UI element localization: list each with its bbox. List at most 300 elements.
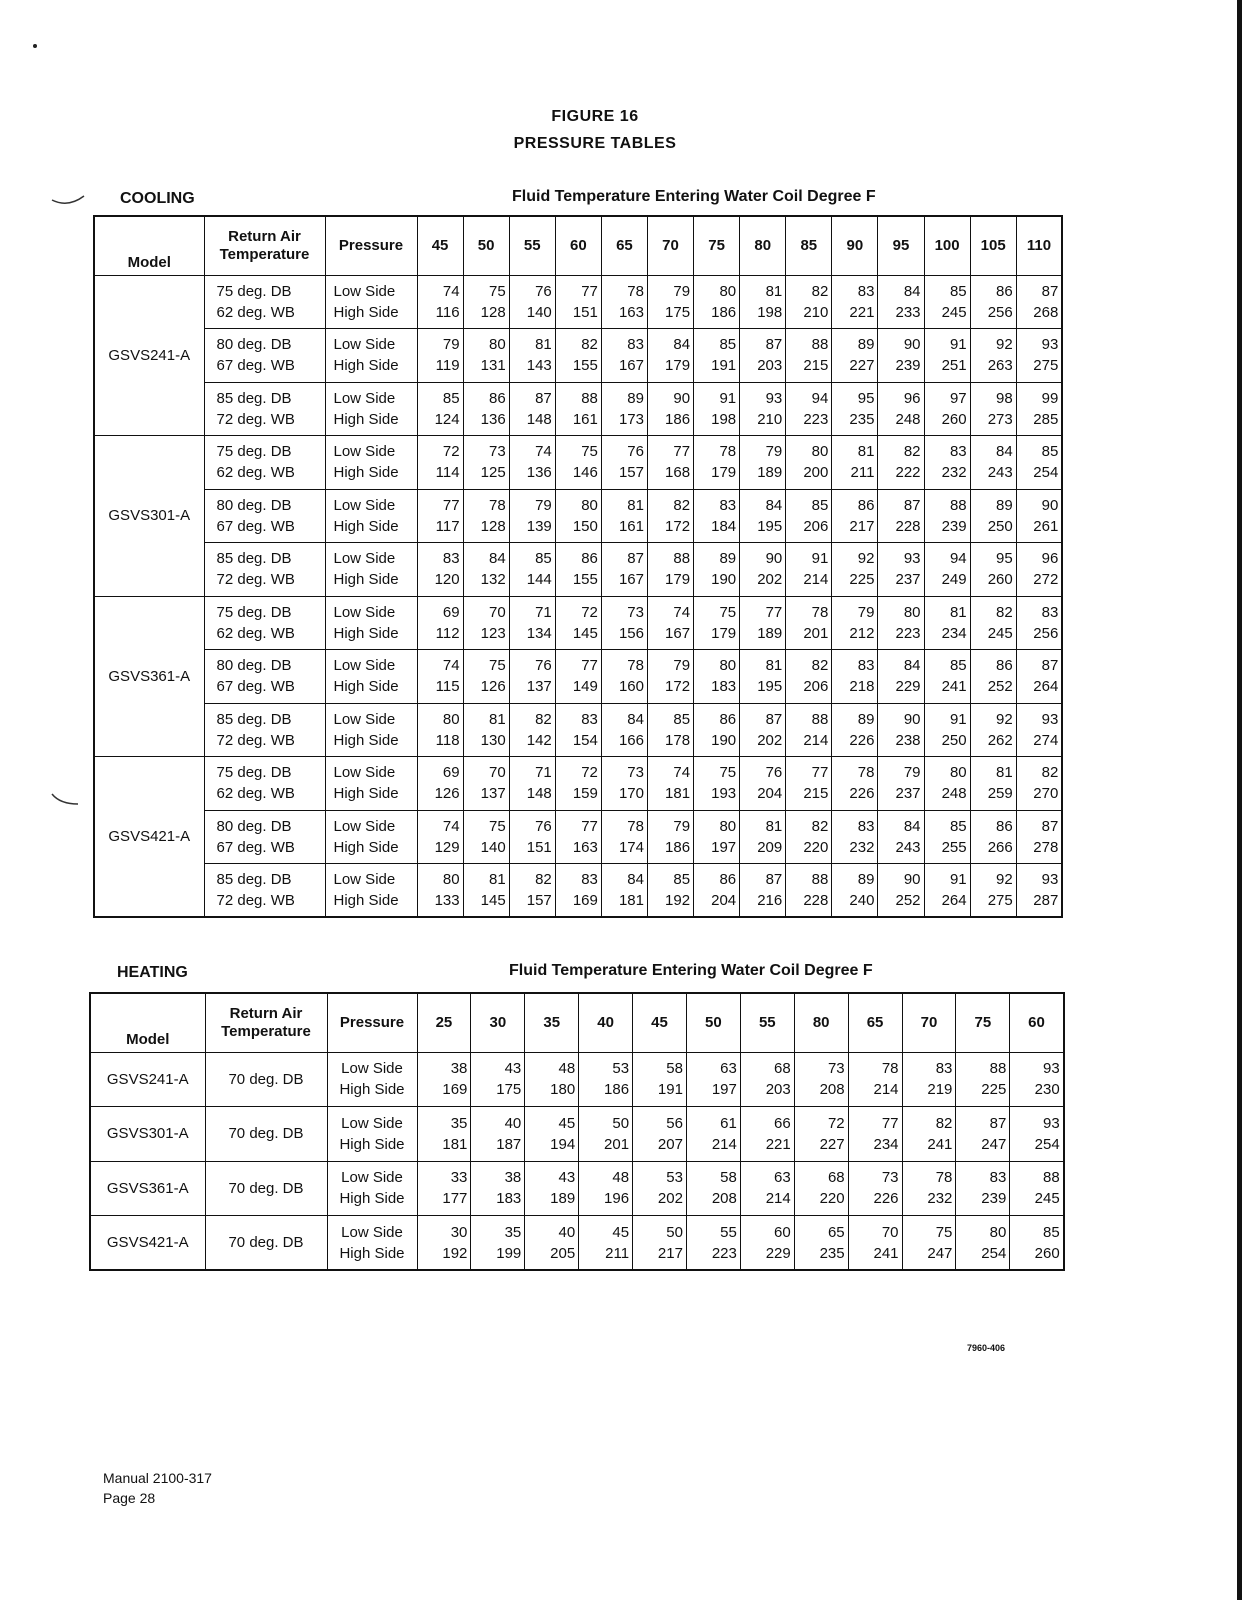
low-side-value: 81 [996, 764, 1013, 782]
return-air-temp: 70 deg. DB [205, 1161, 327, 1216]
high-side-value: 192 [665, 892, 691, 909]
low-side-value: 95 [857, 389, 875, 407]
pressure-value [463, 757, 509, 811]
pressure-value [463, 596, 509, 650]
pressure-header: Pressure [325, 216, 417, 275]
low-side-value: 78 [489, 496, 506, 514]
temp-column-header: 40 [579, 993, 633, 1052]
high-side-value: 268 [1033, 303, 1059, 321]
pressure-value [832, 436, 878, 490]
wet-bulb-temp: 67 deg. WB [216, 517, 295, 535]
low-side-value: 86 [996, 817, 1013, 835]
high-side-value: 143 [526, 357, 552, 375]
drawing-number: 7960-406 [967, 1343, 1006, 1353]
pressure-value [902, 1161, 956, 1216]
data-row [90, 1052, 1064, 1107]
temp-column-header: 100 [924, 216, 970, 275]
high-side-label: High Side [339, 1081, 405, 1099]
wet-bulb-temp: 67 deg. WB [216, 357, 295, 375]
pressure-value [1016, 650, 1062, 704]
low-side-value: 99 [1041, 389, 1059, 407]
high-side-value: 168 [665, 464, 691, 482]
pressure-value [647, 489, 693, 543]
high-side-value: 221 [849, 303, 875, 321]
pressure-value [647, 382, 693, 436]
high-side-value: 209 [757, 838, 783, 856]
pressure-value [633, 1161, 687, 1216]
high-side-value: 217 [849, 517, 875, 535]
high-side-value: 187 [496, 1135, 522, 1153]
pressure-side [325, 329, 417, 383]
high-side-value: 191 [711, 357, 737, 375]
high-side-value: 183 [496, 1190, 522, 1208]
low-side-value: 75 [581, 443, 598, 461]
high-side-value: 241 [873, 1244, 899, 1262]
high-side-value: 131 [480, 357, 506, 375]
pressure-value [878, 703, 924, 757]
low-side-value: 95 [996, 550, 1013, 568]
pressure-value [786, 489, 832, 543]
high-side-value: 251 [941, 357, 967, 375]
high-side-label: High Side [339, 1190, 405, 1208]
high-side-value: 133 [434, 892, 460, 909]
pressure-value [1016, 703, 1062, 757]
high-side-value: 178 [665, 731, 691, 749]
high-side-value: 203 [757, 357, 783, 375]
high-side-value: 159 [572, 785, 598, 803]
pressure-value [1016, 810, 1062, 864]
pressure-value [647, 596, 693, 650]
low-side-value: 80 [581, 496, 598, 514]
low-side-value: 86 [719, 710, 737, 728]
return-air-temp [204, 489, 325, 543]
pressure-value [924, 382, 970, 436]
temp-column-header: 60 [555, 216, 601, 275]
temp-column-header: 80 [740, 216, 786, 275]
low-side-value: 68 [774, 1060, 791, 1078]
pressure-value [555, 757, 601, 811]
pressure-value [601, 757, 647, 811]
page-right-border [1237, 0, 1242, 1600]
high-side-value: 225 [849, 571, 875, 589]
low-side-value: 77 [765, 603, 783, 621]
model-name: GSVS361-A [90, 1161, 205, 1216]
low-side-value: 78 [935, 1169, 953, 1187]
low-side-value: 74 [673, 764, 691, 782]
pressure-value [601, 489, 647, 543]
pressure-value [970, 436, 1016, 490]
pressure-value [633, 1107, 687, 1162]
low-side-value: 82 [1041, 764, 1059, 782]
pressure-value [686, 1216, 740, 1271]
scan-dot [33, 44, 37, 48]
low-side-value: 48 [558, 1060, 576, 1078]
high-side-value: 123 [480, 624, 506, 642]
high-side-label: High Side [333, 731, 399, 749]
pressure-value [471, 1052, 525, 1107]
high-side-value: 262 [987, 731, 1013, 749]
temp-column-header: 90 [832, 216, 878, 275]
wet-bulb-temp: 72 deg. WB [216, 731, 295, 749]
low-side-value: 90 [673, 389, 691, 407]
low-side-value: 43 [504, 1060, 522, 1078]
high-side-value: 229 [765, 1244, 791, 1262]
pressure-value [970, 703, 1016, 757]
pressure-side [325, 275, 417, 329]
low-side-value: 87 [903, 496, 921, 514]
low-side-value: 93 [1041, 871, 1059, 888]
low-side-value: 68 [827, 1169, 845, 1187]
pressure-value [417, 1161, 471, 1216]
high-side-value: 237 [895, 785, 921, 803]
pressure-value [417, 436, 463, 490]
high-side-value: 148 [526, 785, 552, 803]
temp-column-header: 55 [740, 993, 794, 1052]
pressure-value [417, 489, 463, 543]
temp-column-header: 45 [633, 993, 687, 1052]
high-side-value: 140 [526, 303, 552, 321]
low-side-value: 75 [489, 282, 506, 300]
high-side-label: High Side [333, 678, 399, 696]
low-side-value: 69 [442, 603, 460, 621]
low-side-value: 88 [673, 550, 691, 568]
pressure-value [924, 436, 970, 490]
pressure-value [694, 489, 740, 543]
pressure-value [878, 275, 924, 329]
pressure-value [794, 1216, 848, 1271]
high-side-value: 247 [927, 1244, 953, 1262]
pressure-value [740, 1216, 794, 1271]
pressure-value [832, 489, 878, 543]
high-side-value: 191 [657, 1081, 683, 1099]
low-side-value: 63 [774, 1169, 791, 1187]
low-side-label: Low Side [333, 389, 396, 407]
high-side-value: 204 [757, 785, 783, 803]
pressure-side [325, 596, 417, 650]
pressure-value [601, 596, 647, 650]
low-side-value: 77 [581, 282, 598, 300]
low-side-value: 91 [949, 710, 967, 728]
pressure-value [694, 810, 740, 864]
pressure-value [970, 810, 1016, 864]
pressure-value [463, 810, 509, 864]
high-side-value: 170 [618, 785, 644, 803]
low-side-value: 84 [996, 443, 1013, 461]
low-side-value: 77 [442, 496, 460, 514]
low-side-value: 83 [989, 1169, 1007, 1187]
high-side-value: 172 [665, 678, 691, 696]
high-side-value: 181 [442, 1135, 468, 1153]
low-side-value: 83 [935, 1060, 953, 1078]
high-side-value: 203 [765, 1081, 791, 1099]
pressure-value [832, 275, 878, 329]
temp-column-header: 65 [848, 993, 902, 1052]
low-side-value: 84 [627, 710, 644, 728]
model-name: GSVS421-A [90, 1216, 205, 1271]
low-side-value: 85 [673, 871, 691, 888]
pressure-value [509, 436, 555, 490]
pressure-value [832, 650, 878, 704]
temp-column-header: 80 [794, 993, 848, 1052]
high-side-value: 155 [572, 357, 598, 375]
return-air-temp [204, 275, 325, 329]
pressure-value [694, 757, 740, 811]
low-side-value: 81 [535, 336, 552, 354]
pressure-side [325, 810, 417, 864]
pressure-value [555, 275, 601, 329]
pressure-value [832, 864, 878, 918]
low-side-value: 78 [627, 657, 644, 675]
low-side-value: 74 [442, 817, 460, 835]
pressure-value [694, 650, 740, 704]
high-side-value: 263 [987, 357, 1013, 375]
pressure-value [509, 382, 555, 436]
low-side-value: 83 [857, 282, 875, 300]
low-side-value: 93 [1041, 710, 1059, 728]
low-side-value: 45 [558, 1114, 576, 1132]
pressure-value [832, 596, 878, 650]
pressure-value [525, 1216, 579, 1271]
pressure-value [1010, 1107, 1064, 1162]
pressure-value [471, 1216, 525, 1271]
low-side-value: 78 [881, 1060, 899, 1078]
low-side-value: 87 [989, 1114, 1007, 1132]
temp-column-header: 110 [1016, 216, 1062, 275]
low-side-value: 84 [903, 817, 921, 835]
low-side-value: 98 [996, 389, 1013, 407]
temp-column-header: 65 [601, 216, 647, 275]
pressure-side [325, 703, 417, 757]
low-side-value: 93 [903, 550, 921, 568]
high-side-value: 233 [895, 303, 921, 321]
pressure-value [601, 543, 647, 597]
wet-bulb-temp: 72 deg. WB [216, 571, 295, 589]
low-side-value: 84 [903, 282, 921, 300]
high-side-value: 157 [526, 892, 552, 909]
low-side-value: 86 [996, 282, 1013, 300]
high-side-value: 223 [711, 1244, 737, 1262]
low-side-value: 58 [666, 1060, 683, 1078]
pressure-value [1016, 436, 1062, 490]
pressure-value [601, 650, 647, 704]
high-side-value: 274 [1033, 731, 1059, 749]
pressure-value [786, 864, 832, 918]
low-side-value: 85 [442, 389, 460, 407]
low-side-value: 74 [673, 603, 691, 621]
low-side-value: 80 [442, 871, 460, 888]
pressure-value [1010, 1052, 1064, 1107]
high-side-value: 240 [849, 892, 875, 909]
return-air-temp [204, 757, 325, 811]
high-side-value: 140 [480, 838, 506, 856]
low-side-value: 75 [719, 764, 737, 782]
low-side-value: 79 [535, 496, 552, 514]
high-side-value: 179 [711, 624, 737, 642]
low-side-value: 82 [996, 603, 1013, 621]
figure-number: FIGURE 16 [551, 108, 639, 125]
high-side-value: 169 [442, 1081, 468, 1099]
high-side-value: 198 [711, 410, 737, 428]
cooling-subtitle: Fluid Temperature Entering Water Coil Degree F [512, 188, 876, 205]
low-side-label: Low Side [333, 603, 396, 621]
pressure-value [633, 1216, 687, 1271]
pressure-value [417, 703, 463, 757]
pressure-value [555, 703, 601, 757]
pressure-value [463, 543, 509, 597]
high-side-value: 234 [873, 1135, 899, 1153]
pressure-value [970, 329, 1016, 383]
pressure-value [832, 543, 878, 597]
high-side-value: 210 [803, 303, 829, 321]
pressure-value [579, 1216, 633, 1271]
low-side-value: 33 [450, 1169, 468, 1187]
pressure-value [525, 1107, 579, 1162]
high-side-value: 202 [657, 1190, 683, 1208]
high-side-value: 186 [604, 1081, 630, 1099]
low-side-value: 79 [903, 764, 921, 782]
low-side-value: 80 [442, 710, 460, 728]
low-side-value: 96 [903, 389, 921, 407]
low-side-value: 90 [765, 550, 783, 568]
high-side-value: 259 [987, 785, 1013, 803]
pressure-value [786, 757, 832, 811]
high-side-value: 137 [526, 678, 552, 696]
low-side-value: 85 [719, 336, 737, 354]
pressure-value [694, 436, 740, 490]
low-side-value: 63 [720, 1060, 737, 1078]
high-side-value: 206 [803, 678, 829, 696]
pressure-value [417, 1216, 471, 1271]
high-side-value: 119 [435, 357, 460, 375]
high-side-value: 275 [987, 892, 1013, 909]
pressure-value [555, 864, 601, 918]
data-row [94, 382, 1062, 436]
pressure-value [509, 810, 555, 864]
high-side-value: 222 [895, 464, 921, 482]
high-side-value: 160 [618, 678, 644, 696]
low-side-label: Low Side [341, 1060, 403, 1078]
high-side-value: 115 [435, 678, 460, 696]
pressure-value [555, 436, 601, 490]
pressure-value [1016, 382, 1062, 436]
temp-column-header: 75 [956, 993, 1010, 1052]
pressure-side [325, 650, 417, 704]
pressure-value [555, 329, 601, 383]
low-side-value: 89 [857, 336, 875, 354]
low-side-value: 35 [450, 1114, 468, 1132]
model-header: Model [94, 216, 204, 275]
low-side-value: 89 [857, 710, 875, 728]
pressure-value [740, 703, 786, 757]
pressure-value [601, 436, 647, 490]
pressure-value [647, 436, 693, 490]
high-side-value: 212 [849, 624, 875, 642]
pressure-value [601, 864, 647, 918]
data-row [90, 1161, 1064, 1216]
pressure-value [686, 1161, 740, 1216]
high-side-value: 195 [757, 517, 783, 535]
low-side-value: 58 [720, 1169, 737, 1187]
high-side-value: 249 [941, 571, 967, 589]
high-side-value: 205 [550, 1244, 576, 1262]
pressure-value [970, 596, 1016, 650]
pressure-value [902, 1052, 956, 1107]
low-side-value: 78 [719, 443, 737, 461]
high-side-value: 120 [434, 571, 460, 589]
pressure-value [878, 864, 924, 918]
pressure-value [786, 436, 832, 490]
pressure-value [463, 275, 509, 329]
pressure-value [970, 275, 1016, 329]
pressure-value [601, 810, 647, 864]
low-side-value: 87 [1041, 817, 1059, 835]
wet-bulb-temp: 72 deg. WB [216, 410, 295, 428]
pressure-value [786, 275, 832, 329]
high-side-value: 228 [895, 517, 921, 535]
pressure-value [740, 1052, 794, 1107]
cooling-label: COOLING [120, 190, 195, 207]
high-side-value: 190 [711, 571, 737, 589]
high-side-value: 208 [711, 1190, 737, 1208]
high-side-value: 206 [803, 517, 829, 535]
high-side-value: 137 [480, 785, 506, 803]
pressure-value [417, 275, 463, 329]
low-side-value: 48 [612, 1169, 630, 1187]
low-side-value: 80 [489, 336, 506, 354]
model-name: GSVS301-A [94, 436, 204, 597]
low-side-value: 89 [996, 496, 1013, 514]
low-side-value: 76 [535, 817, 552, 835]
high-side-value: 161 [572, 410, 598, 428]
binder-mark-bottom [50, 792, 80, 808]
high-side-value: 227 [849, 357, 875, 375]
pressure-side [327, 1161, 417, 1216]
low-side-value: 80 [719, 817, 737, 835]
pressure-value [555, 810, 601, 864]
pressure-value [848, 1052, 902, 1107]
high-side-value: 154 [572, 731, 598, 749]
pressure-value [579, 1161, 633, 1216]
pressure-header: Pressure [327, 993, 417, 1052]
pressure-value [417, 757, 463, 811]
high-side-value: 179 [665, 571, 691, 589]
high-side-value: 241 [941, 678, 967, 696]
high-side-value: 132 [480, 571, 506, 589]
wet-bulb-temp: 67 deg. WB [216, 838, 295, 856]
high-side-value: 245 [1034, 1190, 1060, 1208]
high-side-label: High Side [333, 410, 399, 428]
low-side-value: 90 [1041, 496, 1059, 514]
high-side-value: 223 [803, 410, 829, 428]
pressure-value [740, 275, 786, 329]
high-side-value: 278 [1033, 838, 1059, 856]
pressure-value [1016, 489, 1062, 543]
low-side-value: 61 [720, 1114, 737, 1132]
high-side-value: 167 [618, 357, 644, 375]
pressure-value [924, 329, 970, 383]
high-side-value: 126 [434, 785, 460, 803]
pressure-value [924, 650, 970, 704]
high-side-value: 215 [803, 357, 829, 375]
high-side-value: 183 [711, 678, 737, 696]
low-side-value: 93 [1041, 336, 1059, 354]
high-side-value: 172 [665, 517, 691, 535]
wet-bulb-temp: 62 deg. WB [216, 303, 295, 321]
wet-bulb-temp: 62 deg. WB [216, 624, 295, 642]
low-side-value: 73 [489, 443, 506, 461]
low-side-value: 81 [765, 817, 783, 835]
low-side-value: 78 [627, 282, 644, 300]
